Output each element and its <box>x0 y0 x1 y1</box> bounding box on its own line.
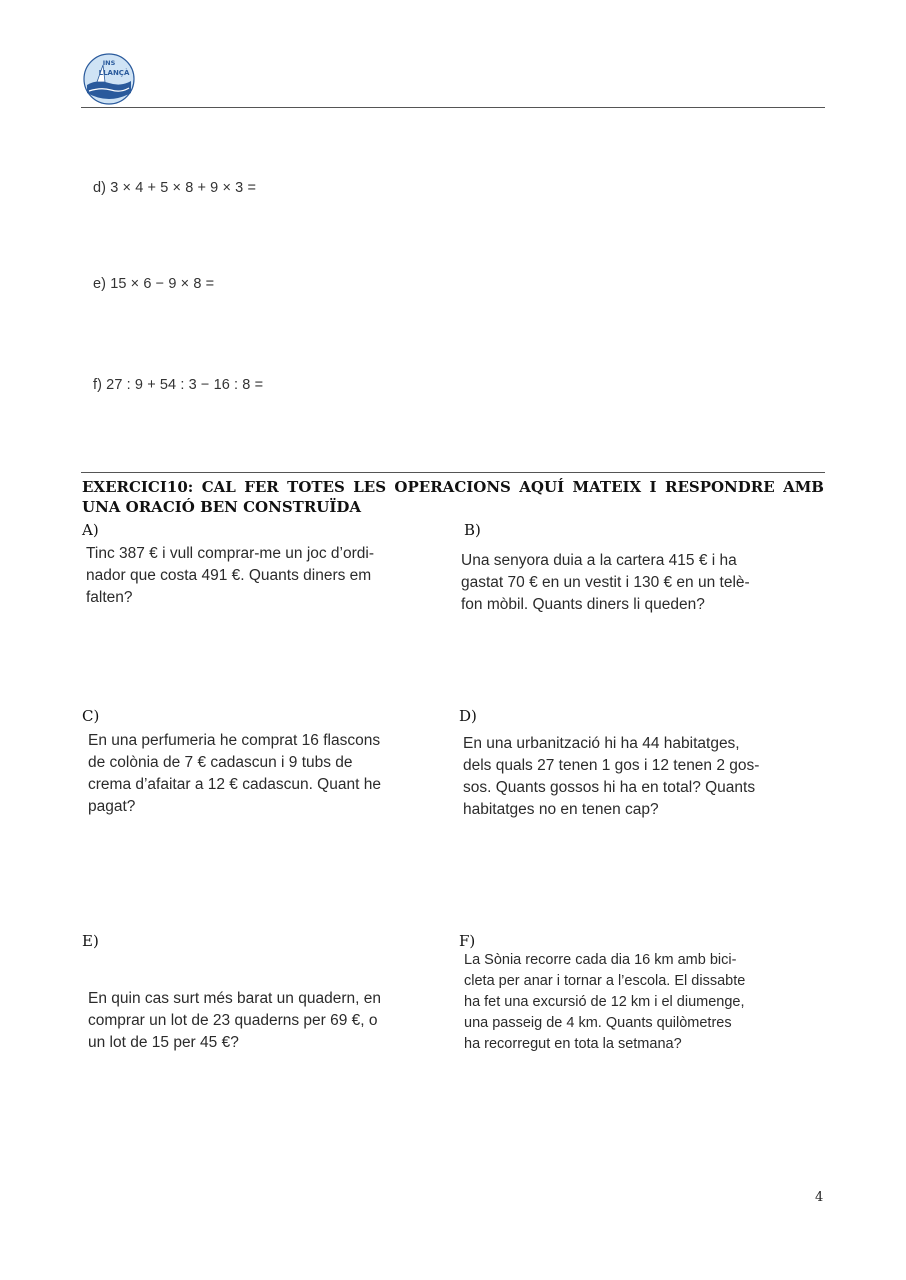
problem-a-text: Tinc 387 € i vull comprar-me un joc d’ordi- nador que costa 491 €. Quants diners em falten? <box>86 545 375 606</box>
problem-c-label: C) <box>82 707 100 725</box>
problem-f-label: F) <box>459 932 476 950</box>
problem-b-text: Una senyora duia a la cartera 415 € i ha gastat 70 € en un vestit i 130 € en un telè- fon mòbil. Quants diners li queden? <box>461 552 750 613</box>
logo-text-top: INS <box>102 59 116 67</box>
logo-text-main: LLANÇÀ <box>98 69 130 77</box>
problem-c-text: En una perfumeria he comprat 16 flascons de colònia de 7 € cadascun i 9 tubs de crema d’afaitar a 12 € cadascun. Quant he pagat? <box>88 732 381 815</box>
problem-e-label: E) <box>82 932 99 950</box>
problem-b-label: B) <box>464 521 481 539</box>
problem-d-label: D) <box>459 707 477 725</box>
expression-f: f) 27 : 9 + 54 : 3 − 16 : 8 = <box>93 377 264 393</box>
section-divider <box>81 472 825 473</box>
school-logo <box>83 53 135 105</box>
problem-e-text: En quin cas surt més barat un quadern, en comprar un lot de 23 quaderns per 69 €, o un lot de 15 per 45 €? <box>88 990 381 1051</box>
problem-d-text: En una urbanització hi ha 44 habitatges, dels quals 27 tenen 1 gos i 12 tenen 2 gos- sos. Quants gossos hi ha en total? Quants habitatges no en tenen cap? <box>463 735 760 818</box>
expression-d: d) 3 × 4 + 5 × 8 + 9 × 3 = <box>93 180 257 196</box>
header-divider <box>81 107 825 108</box>
problem-f-text: La Sònia recorre cada dia 16 km amb bici- cleta per anar i tornar a l’escola. El dissabte ha fet una excursió de 12 km i el diumenge, una passeig de 4 km. Quants quilòmetres ha recorregut en tota la setmana? <box>464 952 746 1052</box>
exercise-title: EXERCICI10: CAL FER TOTES LES OPERACIONS AQUÍ MATEIX I RESPONDRE AMB UNA ORACIÓ BEN CONSTRUÏDA <box>82 478 824 516</box>
page-number: 4 <box>815 1190 824 1205</box>
school-logo-graphic <box>83 53 135 105</box>
expression-e: e) 15 × 6 − 9 × 8 = <box>93 276 215 292</box>
problem-a-label: A) <box>82 521 99 539</box>
